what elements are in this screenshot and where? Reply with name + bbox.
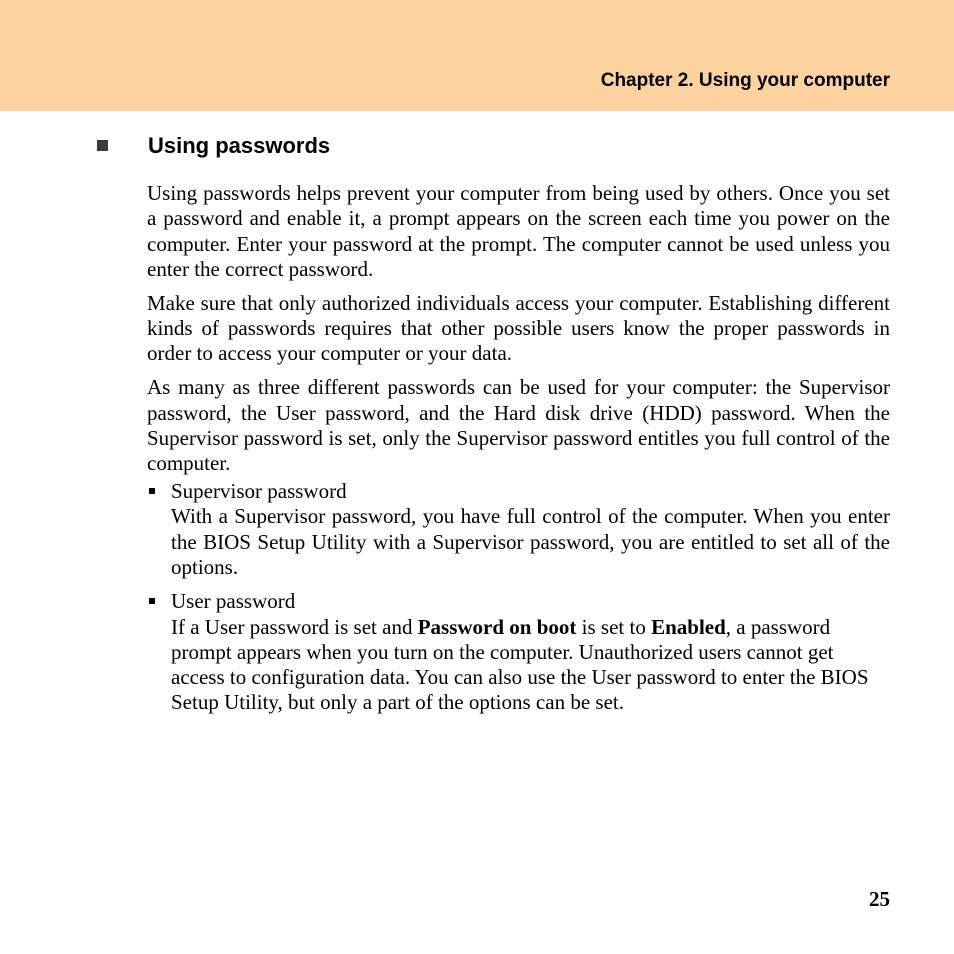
list-item-user-password <box>147 589 890 715</box>
password-types-list <box>147 479 890 716</box>
square-bullet-icon <box>97 140 108 151</box>
square-bullet-icon <box>149 488 155 494</box>
list-item-title: User password <box>171 589 296 614</box>
list-item-supervisor-password <box>147 479 890 580</box>
page-number: 25 <box>869 887 890 911</box>
setting-value-enabled: Enabled <box>651 614 726 639</box>
list-item-description: With a Supervisor password, you have full control of the computer. When you enter the BIOS Setup Utility with a Supervisor password, you are entitled to set all of the options. <box>171 504 890 579</box>
setting-name-password-on-boot: Password on boot <box>417 614 577 639</box>
body-paragraph: As many as three different passwords can be used for your computer: the Supervisor password, the User password, and the Hard disk drive (HDD) password. When the Supervisor password is set, only the Supervisor password entitles you full control of the computer. <box>147 375 890 476</box>
description-text: If a User password is set and <box>171 614 418 639</box>
list-item-title: Supervisor password <box>171 479 347 504</box>
chapter-header-band <box>0 0 954 111</box>
section-heading: Using passwords <box>148 133 331 158</box>
list-item-description <box>171 615 890 716</box>
description-text: , a password prompt appears when you turn on the computer. Unauthorized users cannot get access to configuration data. You can also use the User password to enter the BIOS Setup Utility, but only a part of the options can be set. <box>171 614 869 715</box>
chapter-title: Chapter 2. Using your computer <box>600 70 890 91</box>
section-body <box>147 181 890 716</box>
square-bullet-icon <box>149 598 155 604</box>
body-paragraph: Make sure that only authorized individuals access your computer. Establishing different kinds of passwords requires that other possible users know the proper passwords in order to access your computer or your data. <box>147 290 890 366</box>
description-text: is set to <box>576 614 652 639</box>
body-paragraph: Using passwords helps prevent your computer from being used by others. Once you set a password and enable it, a prompt appears on the screen each time you power on the computer. Enter your password at the prompt. The computer cannot be used unless you enter the correct password. <box>147 181 890 281</box>
